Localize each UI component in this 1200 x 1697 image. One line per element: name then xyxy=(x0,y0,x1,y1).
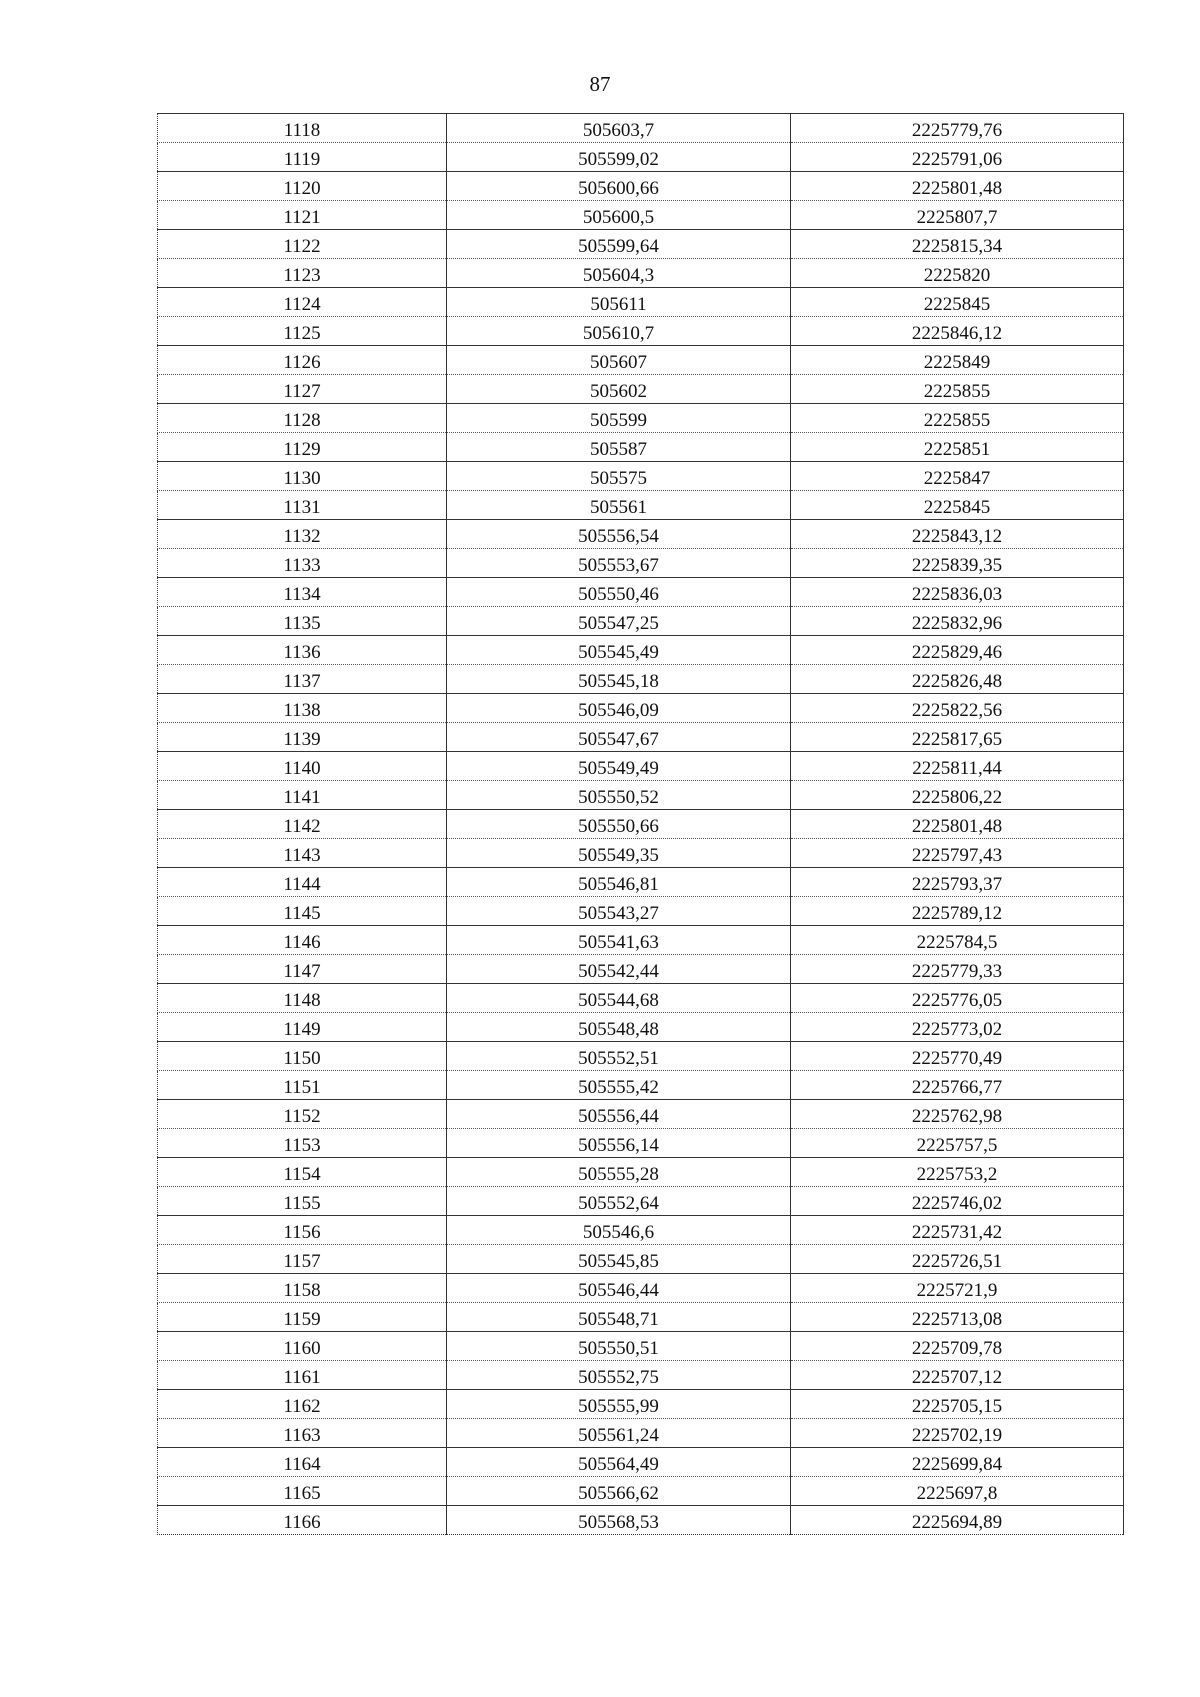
y-coordinate-cell: 2225849 xyxy=(791,346,1124,375)
point-number-cell: 1142 xyxy=(158,810,447,839)
y-coordinate-cell: 2225815,34 xyxy=(791,230,1124,259)
point-number-cell: 1119 xyxy=(158,143,447,172)
table-row xyxy=(158,665,1124,694)
point-number-cell: 1131 xyxy=(158,491,447,520)
x-coordinate-cell: 505546,44 xyxy=(447,1274,791,1303)
y-coordinate-cell: 2225822,56 xyxy=(791,694,1124,723)
x-coordinate-cell: 505545,85 xyxy=(447,1245,791,1274)
y-coordinate-cell: 2225776,05 xyxy=(791,984,1124,1013)
y-coordinate-cell: 2225791,06 xyxy=(791,143,1124,172)
table-row xyxy=(158,1506,1124,1535)
point-number-cell: 1126 xyxy=(158,346,447,375)
y-coordinate-cell: 2225779,76 xyxy=(791,114,1124,143)
x-coordinate-cell: 505548,71 xyxy=(447,1303,791,1332)
x-coordinate-cell: 505550,52 xyxy=(447,781,791,810)
point-number-cell: 1160 xyxy=(158,1332,447,1361)
x-coordinate-cell: 505549,49 xyxy=(447,752,791,781)
table-row xyxy=(158,317,1124,346)
y-coordinate-cell: 2225746,02 xyxy=(791,1187,1124,1216)
point-number-cell: 1121 xyxy=(158,201,447,230)
table-row xyxy=(158,578,1124,607)
point-number-cell: 1149 xyxy=(158,1013,447,1042)
table-row xyxy=(158,259,1124,288)
x-coordinate-cell: 505566,62 xyxy=(447,1477,791,1506)
point-number-cell: 1155 xyxy=(158,1187,447,1216)
y-coordinate-cell: 2225757,5 xyxy=(791,1129,1124,1158)
y-coordinate-cell: 2225807,7 xyxy=(791,201,1124,230)
x-coordinate-cell: 505547,67 xyxy=(447,723,791,752)
y-coordinate-cell: 2225721,9 xyxy=(791,1274,1124,1303)
point-number-cell: 1148 xyxy=(158,984,447,1013)
table-row xyxy=(158,462,1124,491)
table-row xyxy=(158,1158,1124,1187)
x-coordinate-cell: 505603,7 xyxy=(447,114,791,143)
table-row xyxy=(158,201,1124,230)
x-coordinate-cell: 505604,3 xyxy=(447,259,791,288)
table-row xyxy=(158,114,1124,143)
y-coordinate-cell: 2225699,84 xyxy=(791,1448,1124,1477)
x-coordinate-cell: 505542,44 xyxy=(447,955,791,984)
table-row xyxy=(158,694,1124,723)
y-coordinate-cell: 2225797,43 xyxy=(791,839,1124,868)
x-coordinate-cell: 505561,24 xyxy=(447,1419,791,1448)
y-coordinate-cell: 2225826,48 xyxy=(791,665,1124,694)
y-coordinate-cell: 2225784,5 xyxy=(791,926,1124,955)
point-number-cell: 1140 xyxy=(158,752,447,781)
point-number-cell: 1136 xyxy=(158,636,447,665)
table-row xyxy=(158,723,1124,752)
coordinates-table-body xyxy=(158,114,1124,1535)
y-coordinate-cell: 2225766,77 xyxy=(791,1071,1124,1100)
x-coordinate-cell: 505550,46 xyxy=(447,578,791,607)
y-coordinate-cell: 2225845 xyxy=(791,288,1124,317)
x-coordinate-cell: 505552,51 xyxy=(447,1042,791,1071)
y-coordinate-cell: 2225707,12 xyxy=(791,1361,1124,1390)
page-number: 87 xyxy=(589,72,611,96)
y-coordinate-cell: 2225829,46 xyxy=(791,636,1124,665)
point-number-cell: 1129 xyxy=(158,433,447,462)
y-coordinate-cell: 2225713,08 xyxy=(791,1303,1124,1332)
point-number-cell: 1158 xyxy=(158,1274,447,1303)
x-coordinate-cell: 505602 xyxy=(447,375,791,404)
point-number-cell: 1127 xyxy=(158,375,447,404)
y-coordinate-cell: 2225705,15 xyxy=(791,1390,1124,1419)
x-coordinate-cell: 505550,51 xyxy=(447,1332,791,1361)
table-row xyxy=(158,752,1124,781)
point-number-cell: 1159 xyxy=(158,1303,447,1332)
x-coordinate-cell: 505555,99 xyxy=(447,1390,791,1419)
table-row xyxy=(158,897,1124,926)
x-coordinate-cell: 505547,25 xyxy=(447,607,791,636)
point-number-cell: 1132 xyxy=(158,520,447,549)
table-row xyxy=(158,868,1124,897)
point-number-cell: 1144 xyxy=(158,868,447,897)
point-number-cell: 1137 xyxy=(158,665,447,694)
y-coordinate-cell: 2225753,2 xyxy=(791,1158,1124,1187)
x-coordinate-cell: 505546,09 xyxy=(447,694,791,723)
x-coordinate-cell: 505599 xyxy=(447,404,791,433)
point-number-cell: 1154 xyxy=(158,1158,447,1187)
y-coordinate-cell: 2225779,33 xyxy=(791,955,1124,984)
x-coordinate-cell: 505556,14 xyxy=(447,1129,791,1158)
table-row xyxy=(158,955,1124,984)
coordinates-table xyxy=(157,113,1124,1535)
y-coordinate-cell: 2225855 xyxy=(791,404,1124,433)
table-row xyxy=(158,1448,1124,1477)
y-coordinate-cell: 2225806,22 xyxy=(791,781,1124,810)
x-coordinate-cell: 505552,64 xyxy=(447,1187,791,1216)
point-number-cell: 1147 xyxy=(158,955,447,984)
point-number-cell: 1123 xyxy=(158,259,447,288)
table-row xyxy=(158,1042,1124,1071)
table-row xyxy=(158,1013,1124,1042)
table-row xyxy=(158,404,1124,433)
x-coordinate-cell: 505564,49 xyxy=(447,1448,791,1477)
point-number-cell: 1134 xyxy=(158,578,447,607)
point-number-cell: 1153 xyxy=(158,1129,447,1158)
point-number-cell: 1163 xyxy=(158,1419,447,1448)
point-number-cell: 1141 xyxy=(158,781,447,810)
y-coordinate-cell: 2225801,48 xyxy=(791,172,1124,201)
table-row xyxy=(158,810,1124,839)
table-row xyxy=(158,288,1124,317)
point-number-cell: 1145 xyxy=(158,897,447,926)
table-row xyxy=(158,1477,1124,1506)
x-coordinate-cell: 505548,48 xyxy=(447,1013,791,1042)
x-coordinate-cell: 505607 xyxy=(447,346,791,375)
point-number-cell: 1162 xyxy=(158,1390,447,1419)
x-coordinate-cell: 505556,44 xyxy=(447,1100,791,1129)
point-number-cell: 1165 xyxy=(158,1477,447,1506)
point-number-cell: 1138 xyxy=(158,694,447,723)
table-row xyxy=(158,1129,1124,1158)
y-coordinate-cell: 2225773,02 xyxy=(791,1013,1124,1042)
table-row xyxy=(158,1274,1124,1303)
x-coordinate-cell: 505553,67 xyxy=(447,549,791,578)
y-coordinate-cell: 2225820 xyxy=(791,259,1124,288)
y-coordinate-cell: 2225702,19 xyxy=(791,1419,1124,1448)
x-coordinate-cell: 505599,64 xyxy=(447,230,791,259)
table-row xyxy=(158,520,1124,549)
y-coordinate-cell: 2225789,12 xyxy=(791,897,1124,926)
table-row xyxy=(158,346,1124,375)
y-coordinate-cell: 2225847 xyxy=(791,462,1124,491)
point-number-cell: 1164 xyxy=(158,1448,447,1477)
x-coordinate-cell: 505544,68 xyxy=(447,984,791,1013)
x-coordinate-cell: 505568,53 xyxy=(447,1506,791,1535)
y-coordinate-cell: 2225855 xyxy=(791,375,1124,404)
point-number-cell: 1152 xyxy=(158,1100,447,1129)
point-number-cell: 1161 xyxy=(158,1361,447,1390)
point-number-cell: 1156 xyxy=(158,1216,447,1245)
table-row xyxy=(158,1216,1124,1245)
x-coordinate-cell: 505549,35 xyxy=(447,839,791,868)
y-coordinate-cell: 2225843,12 xyxy=(791,520,1124,549)
y-coordinate-cell: 2225731,42 xyxy=(791,1216,1124,1245)
y-coordinate-cell: 2225851 xyxy=(791,433,1124,462)
point-number-cell: 1157 xyxy=(158,1245,447,1274)
point-number-cell: 1139 xyxy=(158,723,447,752)
table-row xyxy=(158,984,1124,1013)
y-coordinate-cell: 2225694,89 xyxy=(791,1506,1124,1535)
y-coordinate-cell: 2225697,8 xyxy=(791,1477,1124,1506)
point-number-cell: 1150 xyxy=(158,1042,447,1071)
point-number-cell: 1146 xyxy=(158,926,447,955)
table-row xyxy=(158,1303,1124,1332)
x-coordinate-cell: 505600,66 xyxy=(447,172,791,201)
point-number-cell: 1166 xyxy=(158,1506,447,1535)
table-row xyxy=(158,1361,1124,1390)
x-coordinate-cell: 505561 xyxy=(447,491,791,520)
y-coordinate-cell: 2225836,03 xyxy=(791,578,1124,607)
table-row xyxy=(158,1419,1124,1448)
x-coordinate-cell: 505552,75 xyxy=(447,1361,791,1390)
y-coordinate-cell: 2225832,96 xyxy=(791,607,1124,636)
table-row xyxy=(158,491,1124,520)
y-coordinate-cell: 2225762,98 xyxy=(791,1100,1124,1129)
y-coordinate-cell: 2225811,44 xyxy=(791,752,1124,781)
table-row xyxy=(158,143,1124,172)
point-number-cell: 1133 xyxy=(158,549,447,578)
point-number-cell: 1128 xyxy=(158,404,447,433)
x-coordinate-cell: 505599,02 xyxy=(447,143,791,172)
y-coordinate-cell: 2225793,37 xyxy=(791,868,1124,897)
table-row xyxy=(158,375,1124,404)
table-row xyxy=(158,636,1124,665)
y-coordinate-cell: 2225817,65 xyxy=(791,723,1124,752)
y-coordinate-cell: 2225839,35 xyxy=(791,549,1124,578)
x-coordinate-cell: 505587 xyxy=(447,433,791,462)
y-coordinate-cell: 2225709,78 xyxy=(791,1332,1124,1361)
y-coordinate-cell: 2225726,51 xyxy=(791,1245,1124,1274)
x-coordinate-cell: 505610,7 xyxy=(447,317,791,346)
point-number-cell: 1120 xyxy=(158,172,447,201)
x-coordinate-cell: 505543,27 xyxy=(447,897,791,926)
table-row xyxy=(158,549,1124,578)
point-number-cell: 1125 xyxy=(158,317,447,346)
point-number-cell: 1143 xyxy=(158,839,447,868)
y-coordinate-cell: 2225801,48 xyxy=(791,810,1124,839)
x-coordinate-cell: 505545,18 xyxy=(447,665,791,694)
x-coordinate-cell: 505550,66 xyxy=(447,810,791,839)
x-coordinate-cell: 505611 xyxy=(447,288,791,317)
table-row xyxy=(158,433,1124,462)
point-number-cell: 1130 xyxy=(158,462,447,491)
x-coordinate-cell: 505541,63 xyxy=(447,926,791,955)
x-coordinate-cell: 505545,49 xyxy=(447,636,791,665)
point-number-cell: 1118 xyxy=(158,114,447,143)
x-coordinate-cell: 505575 xyxy=(447,462,791,491)
x-coordinate-cell: 505600,5 xyxy=(447,201,791,230)
point-number-cell: 1135 xyxy=(158,607,447,636)
x-coordinate-cell: 505555,42 xyxy=(447,1071,791,1100)
y-coordinate-cell: 2225770,49 xyxy=(791,1042,1124,1071)
x-coordinate-cell: 505556,54 xyxy=(447,520,791,549)
table-row xyxy=(158,1187,1124,1216)
x-coordinate-cell: 505546,6 xyxy=(447,1216,791,1245)
table-row xyxy=(158,781,1124,810)
table-row xyxy=(158,839,1124,868)
table-row xyxy=(158,607,1124,636)
table-row xyxy=(158,926,1124,955)
x-coordinate-cell: 505546,81 xyxy=(447,868,791,897)
table-row xyxy=(158,172,1124,201)
table-row xyxy=(158,1332,1124,1361)
table-row xyxy=(158,1071,1124,1100)
table-row xyxy=(158,1390,1124,1419)
point-number-cell: 1122 xyxy=(158,230,447,259)
y-coordinate-cell: 2225845 xyxy=(791,491,1124,520)
y-coordinate-cell: 2225846,12 xyxy=(791,317,1124,346)
point-number-cell: 1124 xyxy=(158,288,447,317)
table-row xyxy=(158,1100,1124,1129)
table-row xyxy=(158,1245,1124,1274)
point-number-cell: 1151 xyxy=(158,1071,447,1100)
x-coordinate-cell: 505555,28 xyxy=(447,1158,791,1187)
table-row xyxy=(158,230,1124,259)
